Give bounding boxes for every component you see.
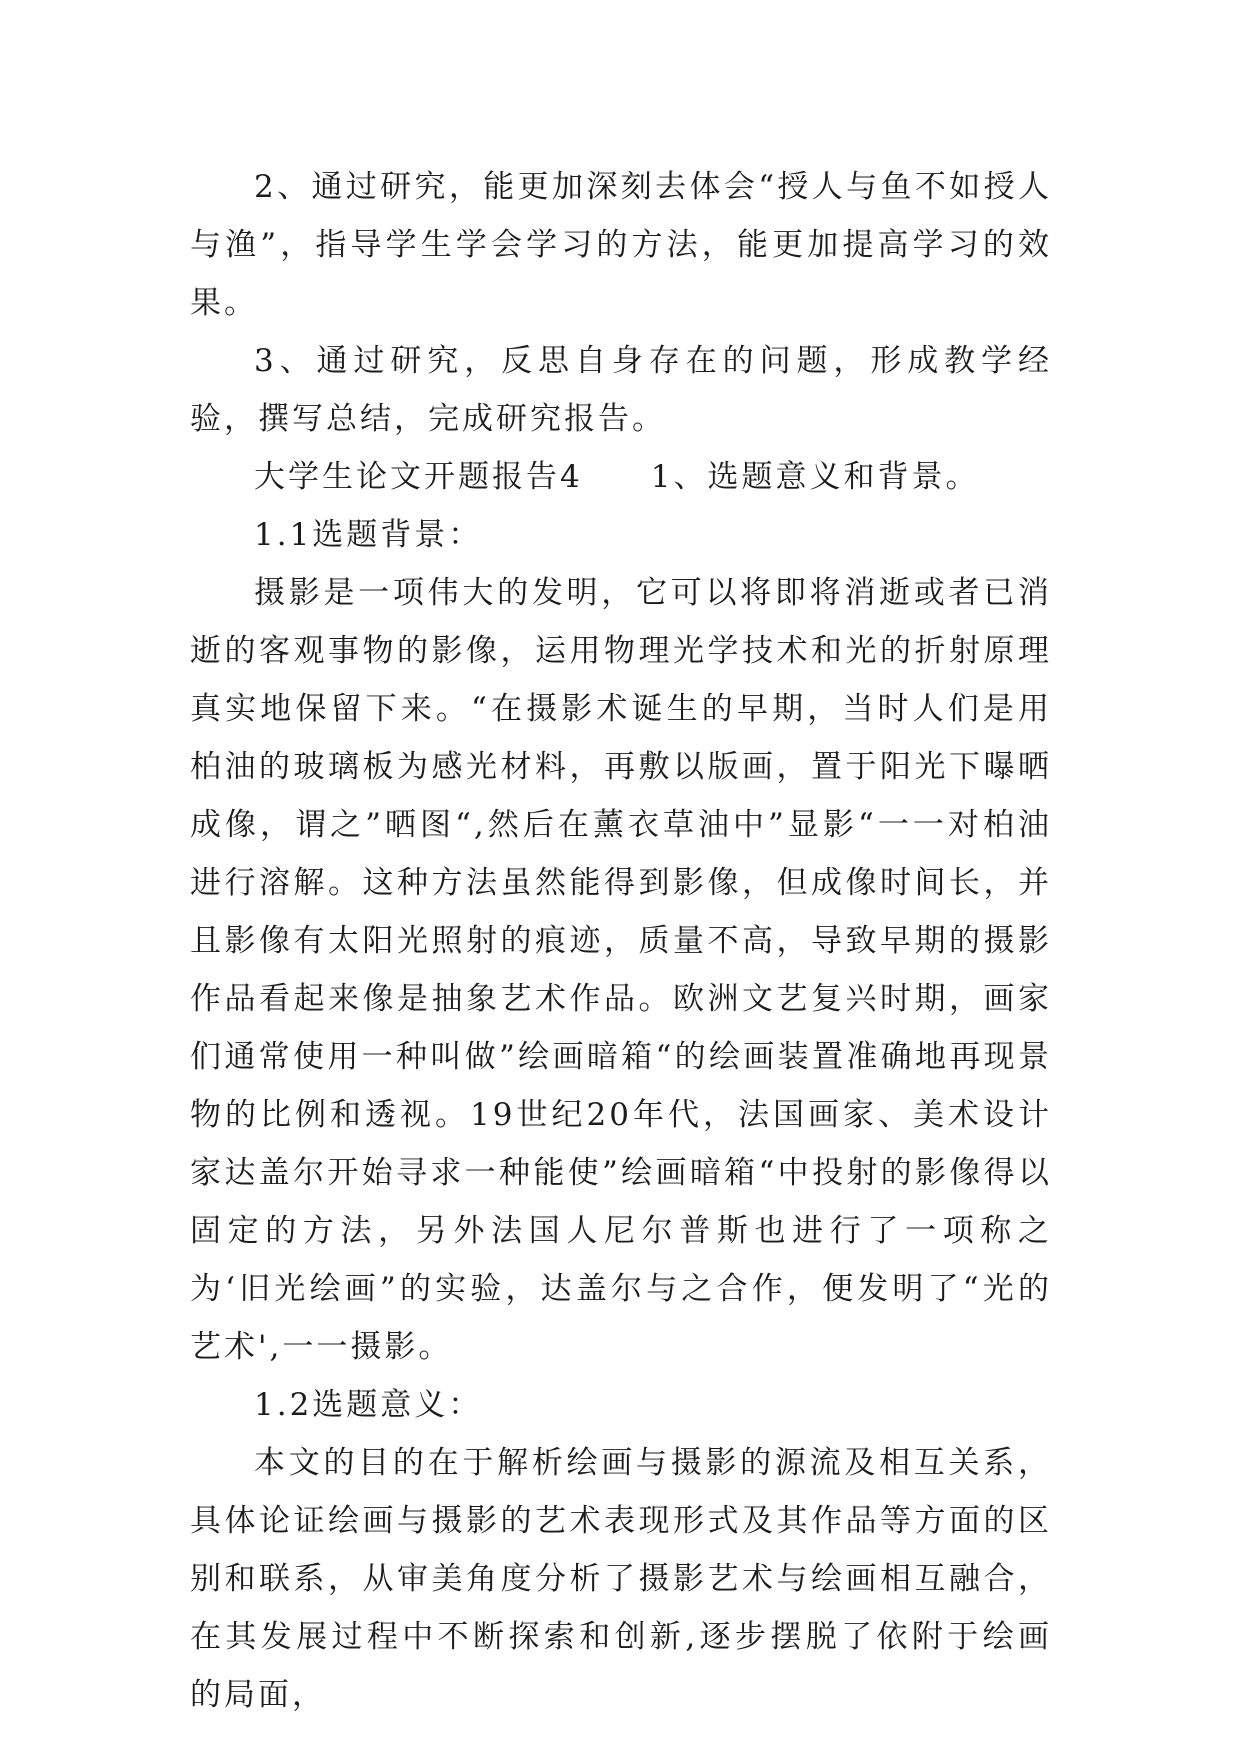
paragraph-subheading-background xyxy=(190,506,1052,564)
paragraph-text: 2、通过研究，能更加深刻去体会“授人与鱼不如授人与渔”，指导学生学会学习的方法，能更加提高学习的效果。 xyxy=(190,169,1052,321)
report-title: 大学生论文开题报告4 xyxy=(254,459,583,495)
document-body xyxy=(190,158,1052,1724)
subheading-text: 1.2选题意义： xyxy=(254,1387,483,1423)
paragraph-significance-body xyxy=(190,1434,1052,1724)
paragraph-text: 3、通过研究，反思自身存在的问题，形成教学经验，撰写总结，完成研究报告。 xyxy=(190,343,1052,437)
paragraph-research-goal-2 xyxy=(190,158,1052,332)
paragraph-text: 本文的目的在于解析绘画与摄影的源流及相互关系，具体论证绘画与摄影的艺术表现形式及其作品等方面的区别和联系，从审美角度分析了摄影艺术与绘画相互融合，在其发展过程中不断探索和创新,逐步摆脱了依附于绘画的局面， xyxy=(190,1445,1052,1713)
paragraph-subheading-significance xyxy=(190,1376,1052,1434)
paragraph-background-body xyxy=(190,564,1052,1376)
section-heading-1: 1、选题意义和背景。 xyxy=(650,459,980,495)
paragraph-research-goal-3 xyxy=(190,332,1052,448)
paragraph-text: 摄影是一项伟大的发明，它可以将即将消逝或者已消逝的客观事物的影像，运用物理光学技术和光的折射原理真实地保留下来。“在摄影术诞生的早期，当时人们是用柏油的玻璃板为感光材料，再敷以版画，置于阳光下曝晒成像，谓之”晒图“,然后在薰衣草油中”显影“一一对柏油进行溶解。这种方法虽然能得到影像，但成像时间长，并且影像有太阳光照射的痕迹，质量不高，导致早期的摄影作品看起来像是抽象艺术作品。欧洲文艺复兴时期，画家们通常使用一种叫做”绘画暗箱“的绘画装置准确地再现景物的比例和透视。19世纪20年代，法国画家、美术设计家达盖尔开始寻求一种能使”绘画暗箱“中投射的影像得以固定的方法，另外法国人尼尔普斯也进行了一项称之为‘旧光绘画”的实验，达盖尔与之合作，便发明了“光的艺术',一一摄影。 xyxy=(190,575,1052,1365)
paragraph-report-title xyxy=(190,448,1052,506)
subheading-text: 1.1选题背景： xyxy=(254,517,483,553)
